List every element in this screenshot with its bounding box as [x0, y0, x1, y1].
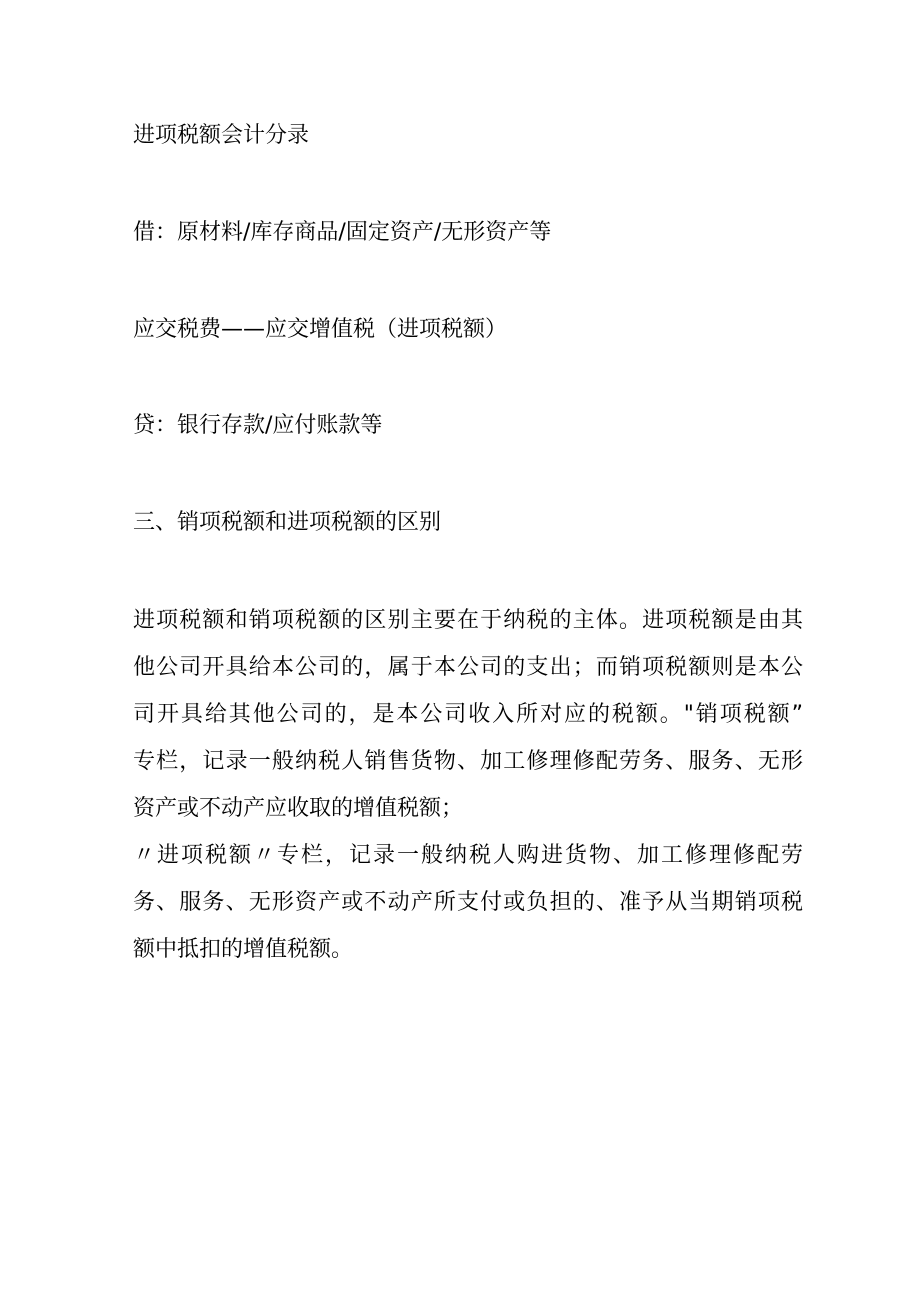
paragraph-2	[133, 832, 803, 973]
paragraph-1-row: 他公司开具给本公司的，属于本公司的支出；而销项税额则是本公	[133, 655, 803, 680]
paragraph-2-row: 额中抵扣的增值税额。	[133, 937, 354, 962]
paragraph-1-row: 专栏，记录一般纳税人销售货物、加工修理修配劳务、服务、无形	[133, 749, 803, 774]
paragraph-2-row: 〃进项税额〃专栏，记录一般纳税人购进货物、加工修理修配劳	[133, 843, 803, 868]
paragraph-1-row: 进项税额和销项税额的区别主要在于纳税的主体。进项税额是由其	[133, 608, 803, 633]
paragraph-1-row: 资产或不动产应收取的增值税额；	[133, 796, 464, 821]
credit-line: 贷：银行存款/应付账款等	[133, 413, 383, 438]
debit-sub-line: 应交税费——应交增值税（进项税额）	[133, 317, 508, 342]
debit-line: 借：原材料/库存商品/固定资产/无形资产等	[133, 220, 552, 245]
section-heading: 三、销项税额和进项税额的区别	[133, 510, 442, 535]
paragraph-1-row: 司开具给其他公司的，是本公司收入所对应的税额。"销项税额”	[133, 702, 803, 727]
heading-accounting-entry: 进项税额会计分录	[133, 123, 310, 148]
paragraph-1	[133, 597, 803, 832]
paragraph-2-row: 务、服务、无形资产或不动产所支付或负担的、准予从当期销项税	[133, 890, 803, 915]
